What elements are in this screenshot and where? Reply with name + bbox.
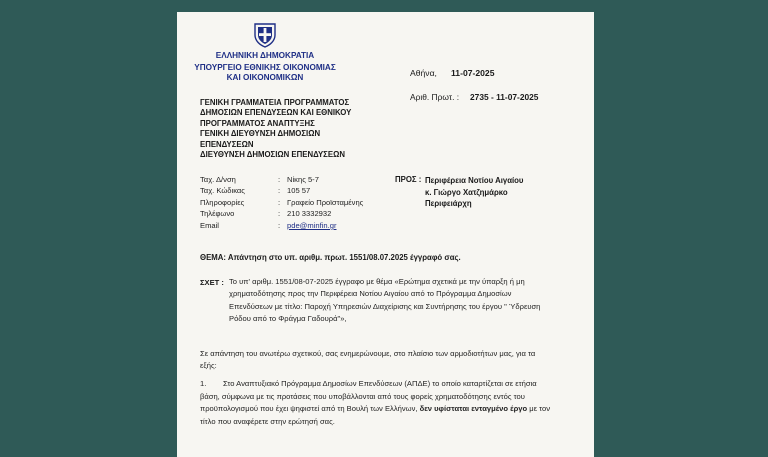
recipient-line: κ. Γιώργο Χατζημάρκο [425,187,508,197]
reference-label: ΣΧΕΤ : [200,278,224,287]
intro-line: εξής: [200,361,217,371]
contact-separator: : [278,198,281,207]
document-page [177,12,594,457]
recipient-block [425,175,523,210]
contact-value: 210 3332932 [287,209,332,218]
item-line [200,403,550,415]
contact-label: Ταχ. Δ/νση [200,175,236,184]
reference-line: Το υπ' αριθμ. 1551/08-07-2025 έγγραφο με θέμα «Ερώτημα σχετικά με την ύπαρξη ή μη [229,277,525,286]
item-paragraph [223,378,537,390]
item-emphasis: δεν υφίσταται ενταγμένο έργο [419,404,528,414]
contact-label: Πληροφορίες [200,198,245,207]
ministry-line-1: ΥΠΟΥΡΓΕΙΟ ΕΘΝΙΚΗΣ ΟΙΚΟΝΟΜΙΑΣ [194,63,336,72]
secretariat-line: ΠΡΟΓΡΑΜΜΑΤΟΣ ΑΝΑΠΤΥΞΗΣ [200,118,315,128]
state-title: ΕΛΛΗΝΙΚΗ ΔΗΜΟΚΡΑΤΙΑ [215,51,315,60]
reference-line: χρηματοδότησης προς την Περιφέρεια Νοτίου Αιγαίου από το Πρόγραμμα Δημοσίων [229,289,512,299]
intro-paragraph [200,348,535,373]
subject-line [200,253,461,262]
contact-separator: : [278,186,281,195]
hellenic-coat-of-arms-icon [251,21,279,49]
item-text: προϋπολογισμού που έχει ψηφιστεί από τη Βουλή των Ελλήνων, [200,404,420,414]
recipient-line: Περιφειάρχη [425,199,472,209]
email-link[interactable]: pde@minfin.gr [287,221,337,230]
contact-label: Email [200,221,219,230]
item-number: 1. [200,379,207,388]
recipient-label: ΠΡΟΣ : [395,175,422,184]
place-label: Αθήνα, [410,68,437,78]
contact-label: Τηλέφωνο [200,209,235,218]
item-text: με τον [527,404,551,414]
secretariat-line: ΕΠΕΝΔΥΣΕΩΝ [200,139,254,149]
subject-label: ΘΕΜΑ: [200,253,226,262]
contact-separator: : [278,209,281,218]
secretariat-line: ΓΕΝΙΚΗ ΔΙΕΥΘΥΝΣΗ ΔΗΜΟΣΙΩΝ [200,129,321,139]
recipient-line: Περιφέρεια Νοτίου Αιγαίου [425,176,524,185]
secretariat-line: ΔΙΕΥΘΥΝΣΗ ΔΗΜΟΣΙΩΝ ΕΠΕΝΔΥΣΕΩΝ [200,150,345,160]
reference-line: Ρόδου από το Φράγμα Γαδουρά"», [229,314,347,324]
contact-separator: : [278,221,281,230]
subject-text: Απάντηση στο υπ. αριθμ. πρωτ. 1551/08.07.2025 έγγραφό σας. [227,253,461,262]
ministry-line-2: ΚΑΙ ΟΙΚΟΝΟΜΙΚΩΝ [226,73,304,82]
contact-separator: : [278,175,281,184]
contact-label: Ταχ. Κώδικας [200,186,245,195]
item-line: τίτλο που αναφέρετε στην ερώτησή σας. [200,416,335,426]
reference-block [229,276,540,326]
reference-line: Επενδύσεων με τίτλο: Παροχή Υπηρεσιών Διαχείρισης και Συντήρησης του έργου " Ύδρευση [229,301,541,311]
item-paragraph-continued [200,391,550,428]
contact-value: 105 57 [287,186,311,195]
protocol-label: Αριθ. Πρωτ. : [410,92,460,102]
secretariat-block [200,98,351,160]
protocol-number: 2735 - 11-07-2025 [470,92,539,102]
item-line: Στο Αναπτυξιακό Πρόγραμμα Δημοσίων Επενδύσεων (ΑΠΔΕ) το οποίο καταρτίζεται σε ετήσια [223,379,537,388]
contact-value: Νίκης 5-7 [287,175,319,184]
document-date: 11-07-2025 [451,68,495,78]
item-line: βάση, σύμφωνα με τις προτάσεις που υποβάλλονται από τους φορείς χρηματοδότησης εντός του [200,392,525,401]
secretariat-line: ΔΗΜΟΣΙΩΝ ΕΠΕΝΔΥΣΕΩΝ ΚΑΙ ΕΘΝΙΚΟΥ [200,108,352,118]
contact-value: Γραφείο Προϊσταμένης [287,198,364,207]
intro-line: Σε απάντηση του ανωτέρω σχετικού, σας ενημερώνουμε, στο πλαίσιο των αρμοδιοτήτων μας, για τα [200,349,536,358]
secretariat-line: ΓΕΝΙΚΗ ΓΡΑΜΜΑΤΕΙΑ ΠΡΟΓΡΑΜΜΑΤΟΣ [200,98,350,107]
